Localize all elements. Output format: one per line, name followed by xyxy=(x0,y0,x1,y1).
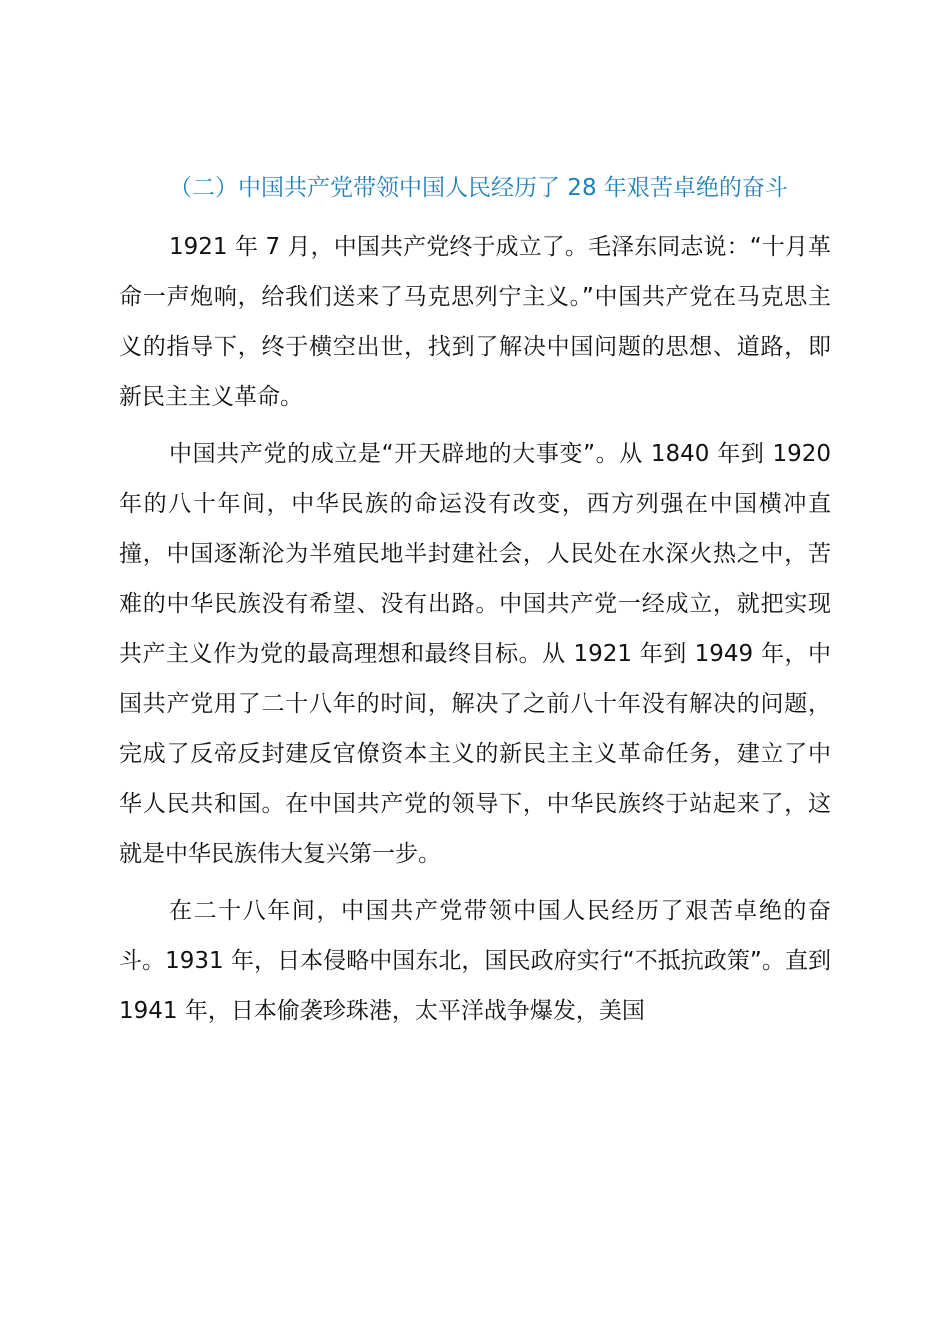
section-heading: （二）中国共产党带领中国人民经历了 28 年艰苦卓绝的奋斗 xyxy=(169,175,788,201)
paragraph-struggle: 在二十八年间，中国共产党带领中国人民经历了艰苦卓绝的奋斗。1931 年，日本侵略中国东北，国民政府实行“不抵抗政策”。直到 1941 年，日本偷袭珍珠港，太平洋战争爆发，美国 xyxy=(119,898,831,1024)
paragraph-founding: 1921 年 7 月，中国共产党终于成立了。毛泽东同志说：“十月革命一声炮响，给我们送来了马克思列宁主义。”中国共产党在马克思主义的指导下，终于横空出世，找到了解决中国问题的思想、道路，即新民主主义革命。 xyxy=(119,234,831,410)
paragraph-great-event: 中国共产党的成立是“开天辟地的大事变”。从 1840 年到 1920 年的八十年间，中华民族的命运没有改变，西方列强在中国横冲直撞，中国逐渐沦为半殖民地半封建社会，人民处在水深火热之中，苦难的中华民族没有希望、没有出路。中国共产党一经成立，就把实现共产主义作为党的最高理想和最终目标。从 1921 年到 1949 年，中国共产党用了二十八年的时间，解决了之前八十年没有解决的问题，完成了反帝反封建反官僚资本主义的新民主主义革命任务，建立了中华人民共和国。在中国共产党的领导下，中华民族终于站起来了，这就是中华民族伟大复兴第一步。 xyxy=(119,441,831,867)
document-page xyxy=(119,163,831,1043)
